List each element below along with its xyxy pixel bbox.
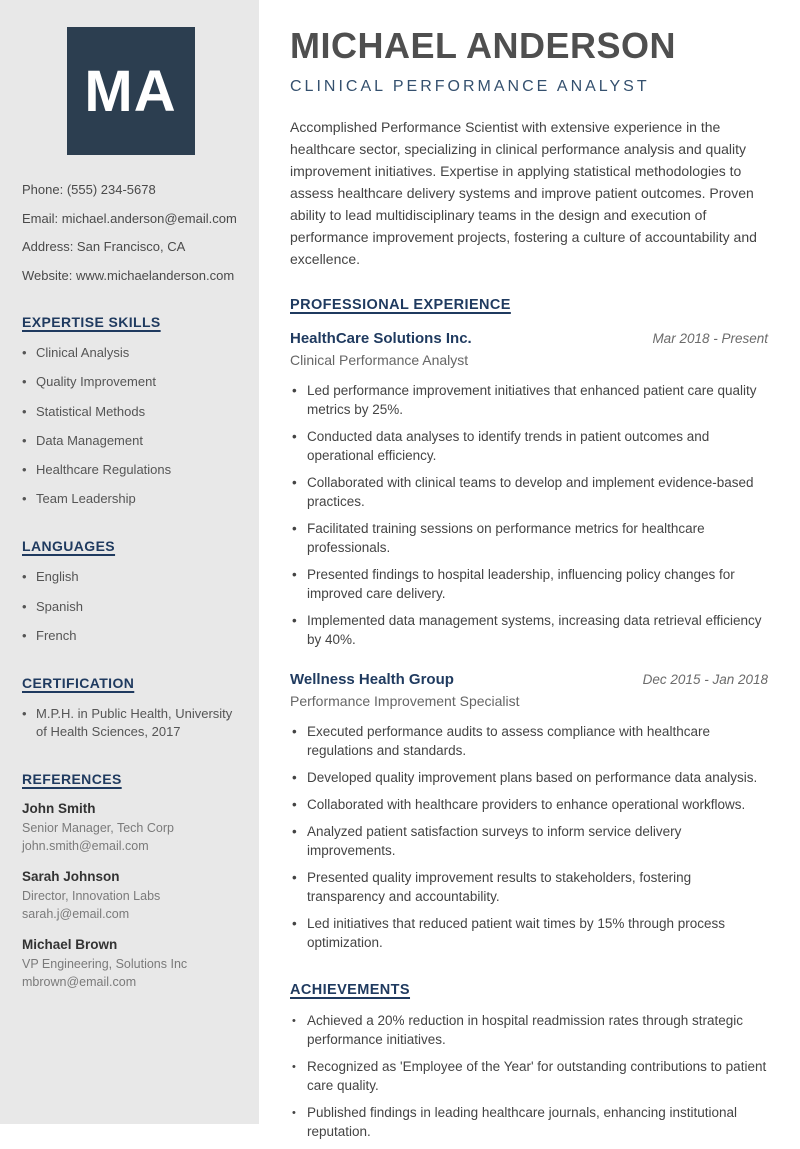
job-bullets: [290, 722, 768, 952]
job-role: Clinical Performance Analyst: [290, 351, 469, 368]
skills-heading: EXPERTISE SKILLS: [22, 314, 161, 331]
job-bullet: • Analyzed patient satisfaction surveys to inform service delivery improvements.: [290, 822, 768, 860]
job-entry: [290, 330, 768, 649]
job-entry: [290, 671, 768, 952]
reference-email: john.smith@email.com: [22, 838, 149, 853]
contact-phone: Phone: (555) 234-5678: [22, 182, 156, 197]
reference-title: Director, Innovation Labs: [22, 889, 161, 904]
achievement-item: • Published findings in leading healthcare journals, enhancing institutional reputation.: [290, 1103, 768, 1141]
certification-item: • M.P.H. in Public Health, University of Health Sciences, 2017: [22, 705, 239, 741]
job-bullet: • Collaborated with clinical teams to develop and implement evidence-based practices.: [290, 473, 768, 511]
job-bullet: • Presented quality improvement results to stakeholders, fostering transparency and accountability.: [290, 868, 768, 906]
monogram-initials: MA: [84, 58, 177, 124]
job-company: HealthCare Solutions Inc.: [290, 329, 472, 347]
reference-entry: [22, 801, 239, 855]
job-dates: Mar 2018 - Present: [652, 330, 768, 346]
reference-entry: [22, 937, 239, 991]
job-bullet: • Presented findings to hospital leadership, influencing policy changes for improved care delivery.: [290, 565, 768, 603]
job-header: [290, 330, 768, 347]
skill-item: • Team Leadership: [22, 490, 239, 508]
person-title: CLINICAL PERFORMANCE ANALYST: [290, 77, 650, 95]
contact-info: [22, 181, 239, 284]
references-heading: REFERENCES: [22, 771, 122, 788]
skill-item: • Statistical Methods: [22, 403, 239, 421]
skill-item: • Healthcare Regulations: [22, 461, 239, 479]
skills-list: [22, 344, 239, 508]
language-item: • English: [22, 568, 239, 586]
reference-name: Sarah Johnson: [22, 869, 120, 885]
job-role: Performance Improvement Specialist: [290, 692, 520, 709]
summary-paragraph: Accomplished Performance Scientist with extensive experience in the healthcare sector, specializing in clinical performance analysis and quality improvement initiatives. Expertise in applying statistical methodologies to assess healthcare delivery systems and improve patient outcomes. Proven ability to lead multidisciplinary teams in the design and execution of performance improvement projects, fostering a culture of accountability and excellence.: [290, 118, 757, 267]
certification-list: [22, 705, 239, 741]
contact-website: Website: www.michaelanderson.com: [22, 267, 235, 283]
languages-heading: LANGUAGES: [22, 538, 116, 555]
languages-list: [22, 568, 239, 645]
skill-item: • Data Management: [22, 432, 239, 450]
experience-heading: PROFESSIONAL EXPERIENCE: [290, 296, 511, 313]
job-bullet: • Developed quality improvement plans based on performance data analysis.: [290, 768, 768, 787]
job-dates: Dec 2015 - Jan 2018: [642, 671, 768, 687]
job-bullet: • Facilitated training sessions on performance metrics for healthcare professionals.: [290, 519, 768, 557]
reference-title: Senior Manager, Tech Corp: [22, 821, 174, 836]
reference-title: VP Engineering, Solutions Inc: [22, 957, 188, 972]
skill-item: • Clinical Analysis: [22, 344, 239, 362]
reference-entry: [22, 869, 239, 923]
job-bullets: [290, 381, 768, 649]
job-bullet: • Led performance improvement initiatives that enhanced patient care quality metrics by 25%.: [290, 381, 768, 419]
achievements-heading: ACHIEVEMENTS: [290, 981, 411, 998]
reference-email: sarah.j@email.com: [22, 906, 130, 921]
achievements-section: [290, 1011, 768, 1141]
certification-heading: CERTIFICATION: [22, 674, 135, 691]
job-bullet: • Conducted data analyses to identify trends in patient outcomes and operational efficiency.: [290, 427, 768, 465]
contact-address: Address: San Francisco, CA: [22, 239, 186, 255]
reference-name: John Smith: [22, 801, 96, 817]
achievements-list: [290, 1011, 768, 1141]
job-bullet: • Executed performance audits to assess compliance with healthcare regulations and standards.: [290, 722, 768, 760]
sidebar: [0, 0, 259, 1124]
language-item: • Spanish: [22, 598, 239, 616]
job-company: Wellness Health Group: [290, 670, 454, 688]
language-item: • French: [22, 627, 239, 645]
achievement-item: • Recognized as 'Employee of the Year' for outstanding contributions to patient care quality.: [290, 1057, 768, 1095]
job-bullet: • Implemented data management systems, increasing data retrieval efficiency by 40%.: [290, 611, 768, 649]
skill-item: • Quality Improvement: [22, 373, 239, 391]
job-header: [290, 671, 768, 688]
monogram-badge: [67, 27, 195, 155]
reference-email: mbrown@email.com: [22, 974, 137, 989]
achievement-item: • Achieved a 20% reduction in hospital readmission rates through strategic performance initiatives.: [290, 1011, 768, 1049]
reference-name: Michael Brown: [22, 937, 118, 953]
contact-email: Email: michael.anderson@email.com: [22, 210, 237, 226]
person-name: MICHAEL ANDERSON: [290, 25, 677, 66]
main-column: [290, 0, 768, 1149]
job-bullet: • Collaborated with healthcare providers to enhance operational workflows.: [290, 795, 768, 814]
job-bullet: • Led initiatives that reduced patient wait times by 15% through process optimization.: [290, 914, 768, 952]
